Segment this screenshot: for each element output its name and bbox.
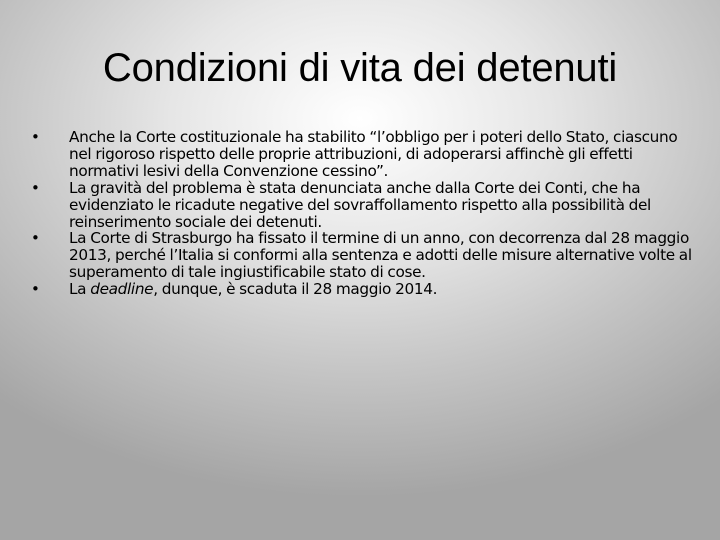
slide-title: Condizioni di vita dei detenuti — [102, 46, 618, 90]
bullet-item-3 — [31, 230, 696, 281]
bullet-dot-icon: • — [31, 280, 40, 299]
bullet-dot-icon: • — [31, 128, 40, 146]
bullet-item-2 — [31, 180, 696, 231]
bullet-text-4-emphasis: deadline — [90, 280, 154, 299]
bullet-item-1 — [31, 129, 696, 180]
bullet-list — [31, 129, 696, 298]
bullet-text-4-suffix: , dunque, è scaduta il 28 maggio 2014. — [153, 280, 438, 299]
bullet-dot-icon: • — [31, 178, 40, 197]
bullet-text-4-prefix: La — [69, 280, 91, 299]
bullet-text-1: Anche la Corte costituzionale ha stabilito “l’obbligo per i poteri dello Stato, ciascuno nel rigoroso rispetto delle proprie attribuzioni, di adoperarsi affinchè gli effetti normativi lesivi della Convenzione cessino”. — [69, 128, 678, 180]
bullet-dot-icon: • — [31, 229, 40, 248]
bullet-item-4 — [31, 281, 696, 298]
bullet-text-2: La gravità del problema è stata denunciata anche dalla Corte dei Conti, che ha evidenziato le ricadute negative del sovraffollamento rispetto alla possibilità del reinserimento sociale dei detenuti. — [69, 178, 651, 231]
bullet-text-3: La Corte di Strasburgo ha fissato il termine di un anno, con decorrenza dal 28 maggio 2013, perché l’Italia si conformi alla sentenza e adotti delle misure alternative volte al superamento di tale ingiustificabile stato di cose. — [69, 229, 692, 282]
